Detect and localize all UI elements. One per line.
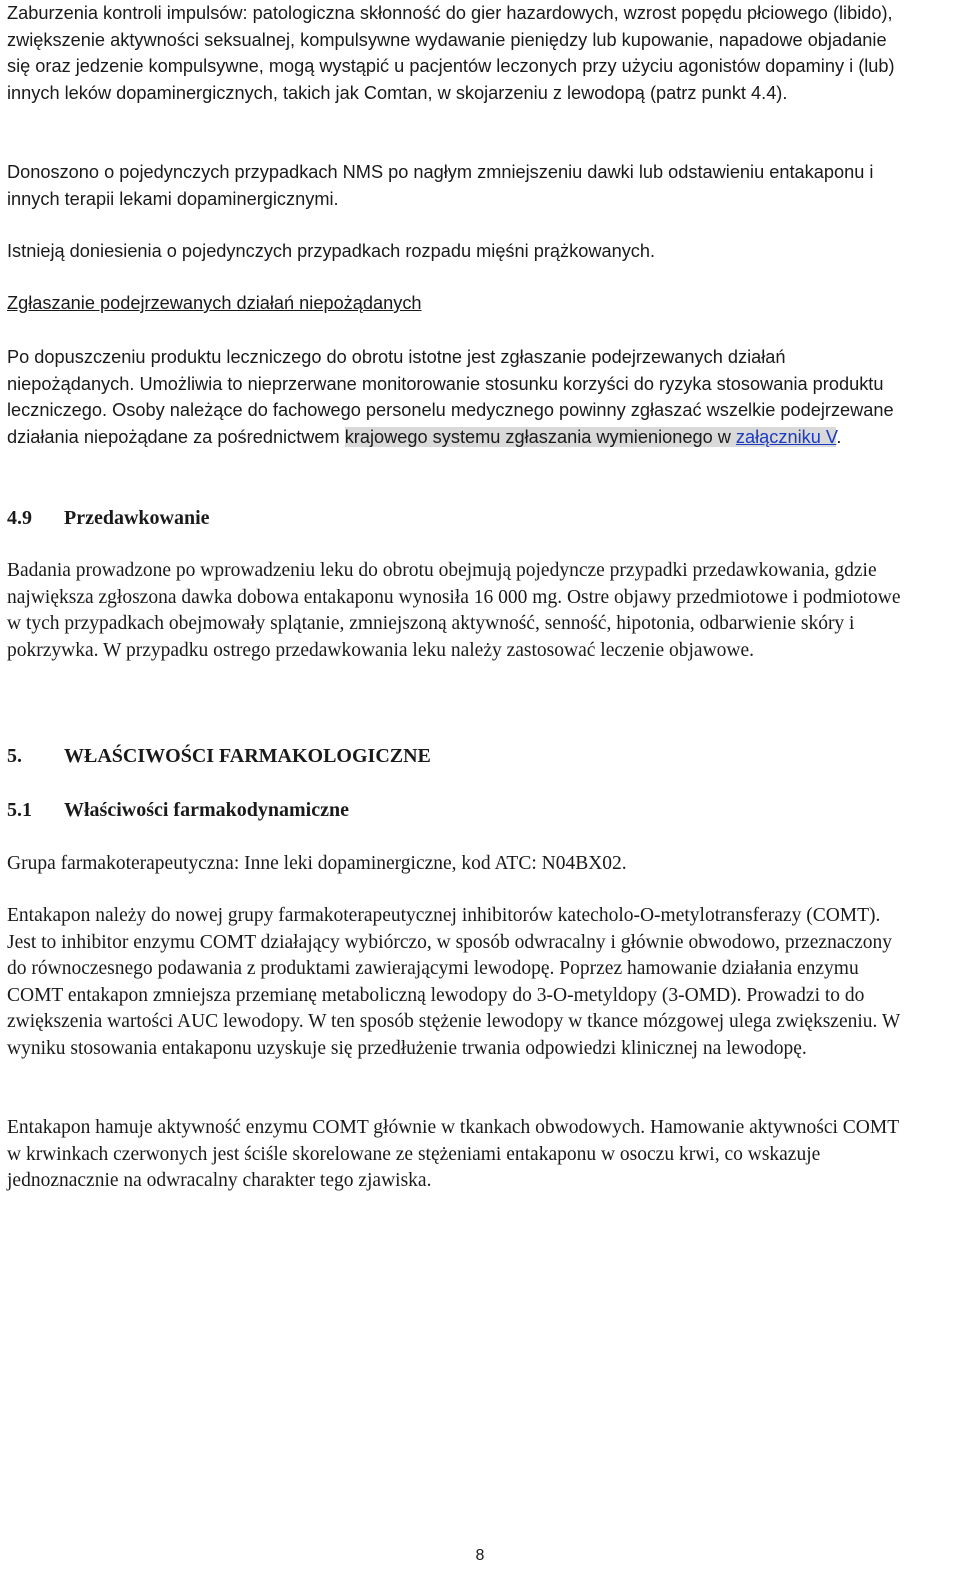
- pharmacotherapeutic-group: [7, 851, 627, 878]
- section-5-heading: [7, 743, 431, 769]
- section-number: 4.9: [7, 507, 32, 529]
- nms-paragraph: Donoszono o pojedynczych przypadkach NMS po nagłym zmniejszeniu dawki lub odstawieniu entakaponu i innych terapii lekami dopaminergicznymi.: [7, 162, 874, 209]
- pharmacodynamics-paragraph-2: Entakapon hamuje aktywność enzymu COMT głównie w tkankach obwodowych. Hamowanie aktywności COMT w krwinkach czerwonych jest ściśle skorelowane ze stężeniami entakaponu w osoczu krwi, co wskazuje jednoznacznie na odwracalny charakter tego zjawiska.: [7, 1117, 899, 1192]
- reporting-highlight: [345, 427, 837, 447]
- section-title: Przedawkowanie: [64, 507, 210, 529]
- section-5-1-heading: [7, 797, 349, 823]
- annex-v-link[interactable]: załączniku V: [735, 426, 837, 447]
- rhabdomyolysis-paragraph: Istnieją doniesienia o pojedynczych przypadkach rozpadu mięśni prążkowanych.: [7, 241, 656, 261]
- section-title: WŁAŚCIWOŚCI FARMAKOLOGICZNE: [64, 745, 431, 767]
- page-number: 8: [475, 1547, 485, 1564]
- section-title: Właściwości farmakodynamiczne: [64, 799, 349, 821]
- reporting-paragraph: [7, 344, 907, 450]
- group-value: Inne leki dopaminergiczne, kod ATC: N04BX02.: [239, 853, 627, 874]
- reporting-subheading: Zgłaszanie podejrzewanych działań niepożądanych: [7, 293, 422, 313]
- reporting-text-end: .: [836, 426, 842, 447]
- group-label: Grupa farmakoterapeutyczna:: [7, 853, 240, 874]
- reporting-highlight-text: krajowego systemu zgłaszania wymienionego w: [344, 426, 736, 447]
- pharmacodynamics-paragraph-1: Entakapon należy do nowej grupy farmakoterapeutycznej inhibitorów katecholo-O-metylotransferazy (COMT). Jest to inhibitor enzymu COMT działający wybiórczo, w sposób odwracalny i głównie obwodowo, przeznaczony do równoczesnego podawania z produktami zawierającymi lewodopę. Poprzez hamowanie działania enzymu COMT entakapon zmniejsza przemianę metaboliczną lewodopy do 3-O-metyldopy (3-OMD). Prowadzi to do zwiększenia wartości AUC lewodopy. W ten sposób stężenie lewodopy w tkance mózgowej ulega zwiększeniu. W wyniku stosowania entakaponu uzyskuje się przedłużenie trwania odpowiedzi klinicznej na lewodopę.: [7, 905, 900, 1059]
- overdose-paragraph: Badania prowadzone po wprowadzeniu leku do obrotu obejmują pojedyncze przypadki przedawkowania, gdzie największa zgłoszona dawka dobowa entakaponu wynosiła 16 000 mg. Ostre objawy przedmiotowe i podmiotowe w tych przypadkach obejmowały splątanie, zmniejszoną aktywność, senność, hipotonia, odbarwienie skóry i pokrzywka. W przypadku ostrego przedawkowania leku należy zastosować leczenie objawowe.: [7, 560, 901, 661]
- section-number: 5.: [7, 745, 22, 767]
- reporting-text: Po dopuszczeniu produktu leczniczego do obrotu istotne jest zgłaszanie podejrzewanych działań niepożądanych. Umożliwia to nieprzerwane monitorowanie stosunku korzyści do ryzyka stosowania produktu leczniczego. Osoby należące do fachowego personelu medycznego powinny zgłaszać wszelkie podejrzewane działania niepożądane za pośrednictwem: [7, 347, 894, 447]
- section-4-9-heading: [7, 505, 210, 531]
- impulse-control-paragraph: Zaburzenia kontroli impulsów: patologiczna skłonność do gier hazardowych, wzrost popędu płciowego (libido), zwiększenie aktywności seksualnej, kompulsywne wydawanie pieniędzy lub kupowanie, napadowe objadanie się oraz jedzenie kompulsywne, mogą wystąpić u pacjentów leczonych przy użyciu agonistów dopaminy i (lub) innych leków dopaminergicznych, takich jak Comtan, w skojarzeniu z lewodopą (patrz punkt 4.4).: [7, 3, 895, 103]
- section-number: 5.1: [7, 799, 32, 821]
